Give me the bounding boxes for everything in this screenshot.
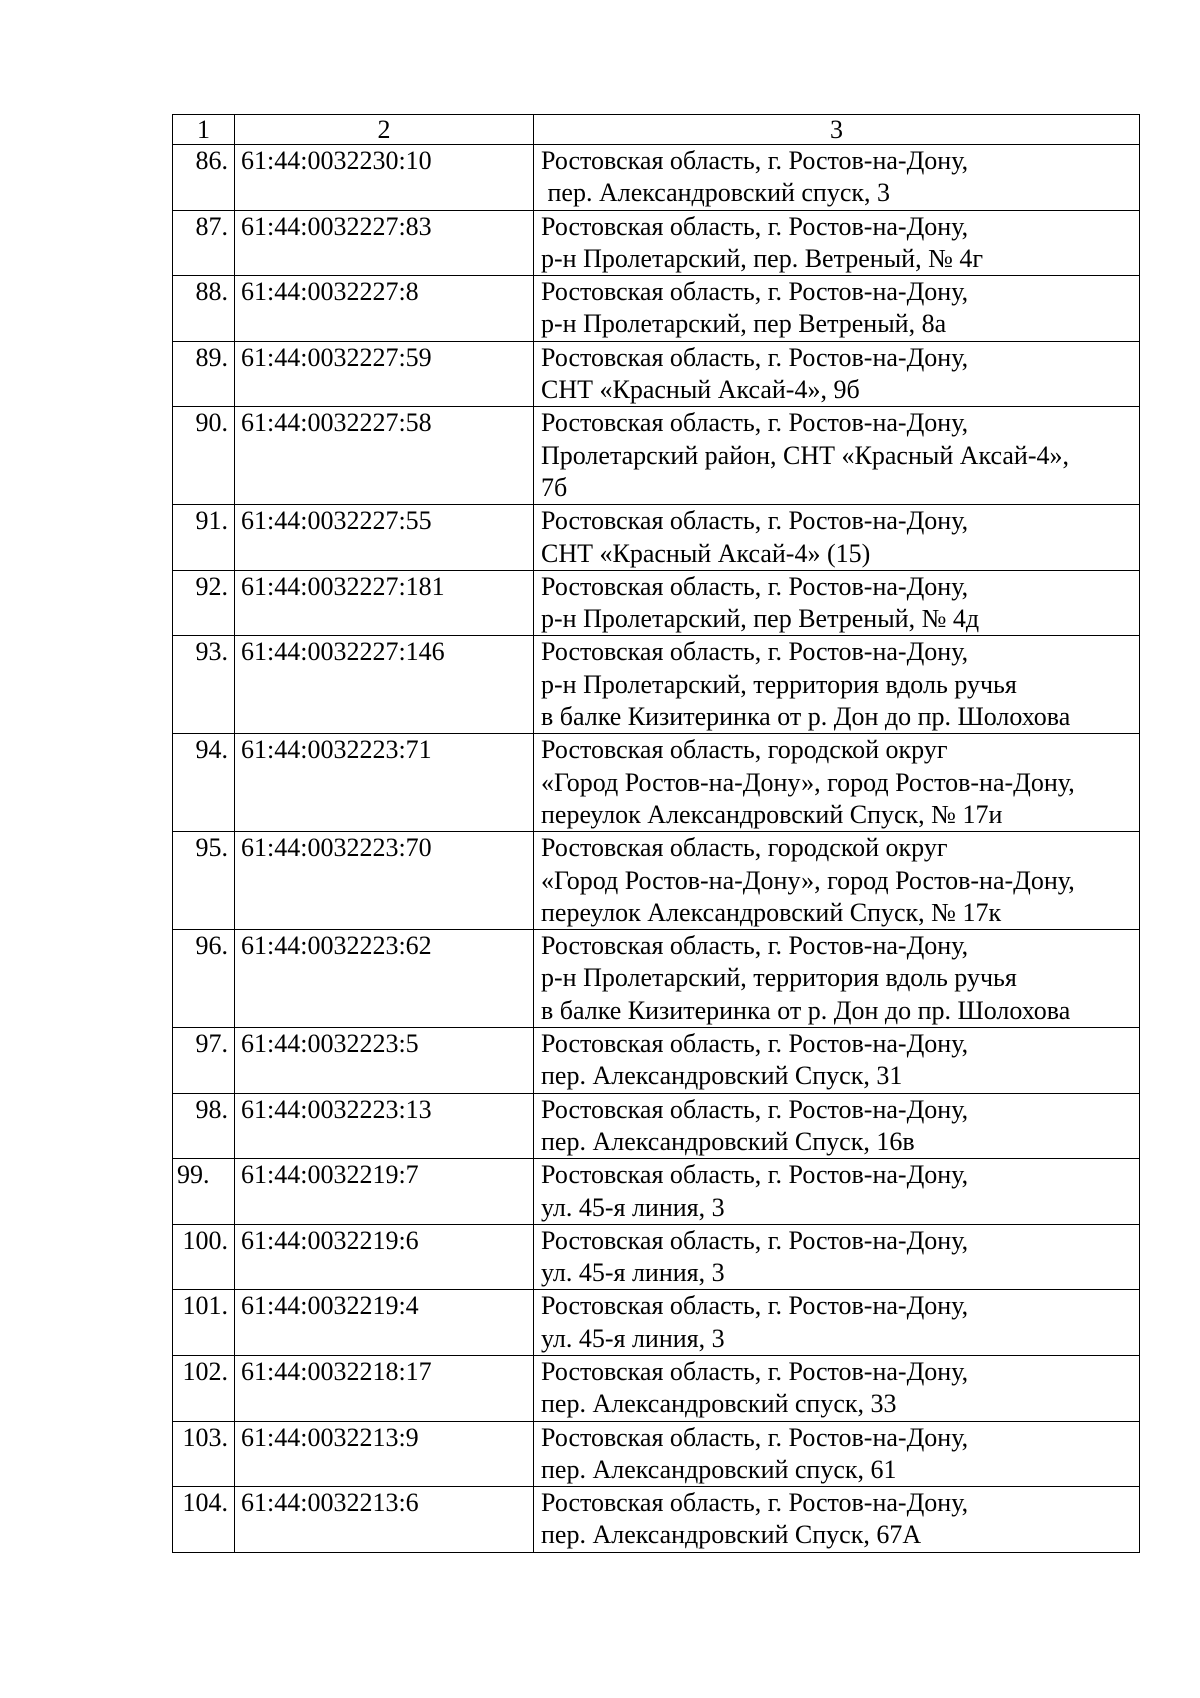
table-body	[173, 115, 1140, 1553]
address-line: «Город Ростов-на-Дону», город Ростов-на-Дону,	[541, 865, 1075, 895]
address-line: р-н Пролетарский, территория вдоль ручья	[541, 669, 1017, 699]
address-line: пер. Александровский спуск, 3	[541, 178, 891, 208]
row-number: 92.	[173, 570, 235, 636]
row-number: 104.	[173, 1487, 235, 1553]
row-number: 103.	[173, 1421, 235, 1487]
row-number: 89.	[173, 341, 235, 407]
table-row	[173, 1224, 1140, 1290]
cadastral-number: 61:44:0032223:70	[235, 832, 534, 930]
header-col-3: 3	[534, 115, 1140, 145]
table-row	[173, 407, 1140, 505]
address-line: р-н Пролетарский, пер. Ветреный, № 4г	[541, 243, 984, 273]
address-line: Ростовская область, г. Ростов-на-Дону,	[541, 277, 969, 307]
address-line: в балке Кизитеринка от р. Дон до пр. Шолохова	[541, 995, 1071, 1025]
address-line: Ростовская область, городской округ	[541, 735, 948, 765]
address-line: ул. 45-я линия, 3	[541, 1258, 725, 1288]
cadastral-number: 61:44:0032219:4	[235, 1290, 534, 1356]
address-line: Ростовская область, г. Ростов-на-Дону,	[541, 146, 969, 175]
address-cell	[534, 210, 1140, 276]
table-row	[173, 505, 1140, 571]
address-cell	[534, 1159, 1140, 1225]
address-cell	[534, 734, 1140, 832]
cadastral-number: 61:44:0032219:6	[235, 1224, 534, 1290]
address-cell	[534, 1290, 1140, 1356]
address-line: Ростовская область, г. Ростов-на-Дону,	[541, 571, 969, 601]
row-number: 91.	[173, 505, 235, 571]
address-line: Ростовская область, г. Ростов-на-Дону,	[541, 1160, 969, 1190]
header-col-2: 2	[235, 115, 534, 145]
cadastral-number: 61:44:0032230:10	[235, 145, 534, 211]
table-row	[173, 341, 1140, 407]
table-row	[173, 734, 1140, 832]
row-number: 88.	[173, 276, 235, 342]
address-line: Пролетарский район, СНТ «Красный Аксай-4»,	[541, 440, 1069, 470]
address-line: Ростовская область, г. Ростов-на-Дону,	[541, 211, 969, 241]
cadastral-number: 61:44:0032227:8	[235, 276, 534, 342]
row-number: 102.	[173, 1355, 235, 1421]
cadastral-number: 61:44:0032213:9	[235, 1421, 534, 1487]
table-row	[173, 276, 1140, 342]
address-line: пер. Александровский спуск, 61	[541, 1454, 897, 1484]
cadastral-number: 61:44:0032223:71	[235, 734, 534, 832]
table-row	[173, 210, 1140, 276]
cadastral-number: 61:44:0032213:6	[235, 1487, 534, 1553]
address-line: Ростовская область, г. Ростов-на-Дону,	[541, 1291, 969, 1321]
address-cell	[534, 1421, 1140, 1487]
address-line: Ростовская область, г. Ростов-на-Дону,	[541, 342, 969, 372]
row-number: 96.	[173, 930, 235, 1028]
address-line: переулок Александровский Спуск, № 17и	[541, 799, 1003, 829]
address-line: пер. Александровский спуск, 33	[541, 1389, 897, 1419]
address-line: СНТ «Красный Аксай-4» (15)	[541, 538, 871, 568]
address-cell	[534, 1487, 1140, 1553]
address-line: пер. Александровский Спуск, 31	[541, 1061, 903, 1091]
address-line: Ростовская область, г. Ростов-на-Дону,	[541, 931, 969, 961]
row-number: 87.	[173, 210, 235, 276]
row-number: 98.	[173, 1093, 235, 1159]
row-number: 86.	[173, 145, 235, 211]
table-row	[173, 1093, 1140, 1159]
row-number: 93.	[173, 636, 235, 734]
cadastral-number: 61:44:0032227:146	[235, 636, 534, 734]
address-line: переулок Александровский Спуск, № 17к	[541, 897, 1002, 927]
row-number: 95.	[173, 832, 235, 930]
row-number: 90.	[173, 407, 235, 505]
row-number: 101.	[173, 1290, 235, 1356]
address-line: Ростовская область, г. Ростов-на-Дону,	[541, 506, 969, 536]
cadastral-number: 61:44:0032227:83	[235, 210, 534, 276]
address-line: р-н Пролетарский, пер Ветреный, № 4д	[541, 604, 980, 634]
address-cell	[534, 505, 1140, 571]
table-row	[173, 1421, 1140, 1487]
address-line: р-н Пролетарский, территория вдоль ручья	[541, 963, 1017, 993]
table-row	[173, 832, 1140, 930]
address-cell	[534, 1093, 1140, 1159]
address-cell	[534, 1224, 1140, 1290]
cadastral-number: 61:44:0032223:62	[235, 930, 534, 1028]
table-row	[173, 1028, 1140, 1094]
address-line: Ростовская область, г. Ростов-на-Дону,	[541, 1029, 969, 1059]
address-line: «Город Ростов-на-Дону», город Ростов-на-Дону,	[541, 767, 1075, 797]
table-row	[173, 1487, 1140, 1553]
cadastral-number: 61:44:0032227:58	[235, 407, 534, 505]
cadastral-number: 61:44:0032227:59	[235, 341, 534, 407]
address-line: ул. 45-я линия, 3	[541, 1323, 725, 1353]
address-cell	[534, 145, 1140, 211]
header-col-1: 1	[173, 115, 235, 145]
table-header-row	[173, 115, 1140, 145]
table-row	[173, 1290, 1140, 1356]
address-line: р-н Пролетарский, пер Ветреный, 8а	[541, 309, 947, 339]
land-plots-table	[172, 114, 1140, 1553]
address-line: пер. Александровский Спуск, 67А	[541, 1520, 922, 1550]
cadastral-number: 61:44:0032223:13	[235, 1093, 534, 1159]
address-cell	[534, 636, 1140, 734]
cadastral-number: 61:44:0032219:7	[235, 1159, 534, 1225]
address-cell	[534, 341, 1140, 407]
address-line: Ростовская область, г. Ростов-на-Дону,	[541, 1488, 969, 1518]
table-row	[173, 930, 1140, 1028]
address-line: пер. Александровский Спуск, 16в	[541, 1126, 915, 1156]
address-line: СНТ «Красный Аксай-4», 9б	[541, 375, 860, 405]
address-line: Ростовская область, г. Ростов-на-Дону,	[541, 408, 969, 438]
cadastral-number: 61:44:0032227:55	[235, 505, 534, 571]
address-cell	[534, 407, 1140, 505]
cadastral-number: 61:44:0032223:5	[235, 1028, 534, 1094]
address-line: в балке Кизитеринка от р. Дон до пр. Шолохова	[541, 702, 1071, 732]
table-row	[173, 1159, 1140, 1225]
row-number: 99.	[173, 1159, 235, 1225]
address-cell	[534, 1355, 1140, 1421]
table-row	[173, 636, 1140, 734]
address-line: Ростовская область, г. Ростов-на-Дону,	[541, 1225, 969, 1255]
row-number: 94.	[173, 734, 235, 832]
address-cell	[534, 276, 1140, 342]
address-line: Ростовская область, г. Ростов-на-Дону,	[541, 1356, 969, 1386]
cadastral-number: 61:44:0032227:181	[235, 570, 534, 636]
address-line: Ростовская область, городской округ	[541, 833, 948, 863]
address-line: ул. 45-я линия, 3	[541, 1192, 725, 1222]
cadastral-number: 61:44:0032218:17	[235, 1355, 534, 1421]
address-cell	[534, 1028, 1140, 1094]
table-row	[173, 1355, 1140, 1421]
row-number: 97.	[173, 1028, 235, 1094]
address-line: Ростовская область, г. Ростов-на-Дону,	[541, 1094, 969, 1124]
address-line: 7б	[541, 472, 568, 502]
address-cell	[534, 570, 1140, 636]
row-number: 100.	[173, 1224, 235, 1290]
address-line: Ростовская область, г. Ростов-на-Дону,	[541, 1422, 969, 1452]
address-line: Ростовская область, г. Ростов-на-Дону,	[541, 637, 969, 667]
table-row	[173, 145, 1140, 211]
address-cell	[534, 930, 1140, 1028]
table-row	[173, 570, 1140, 636]
address-cell	[534, 832, 1140, 930]
